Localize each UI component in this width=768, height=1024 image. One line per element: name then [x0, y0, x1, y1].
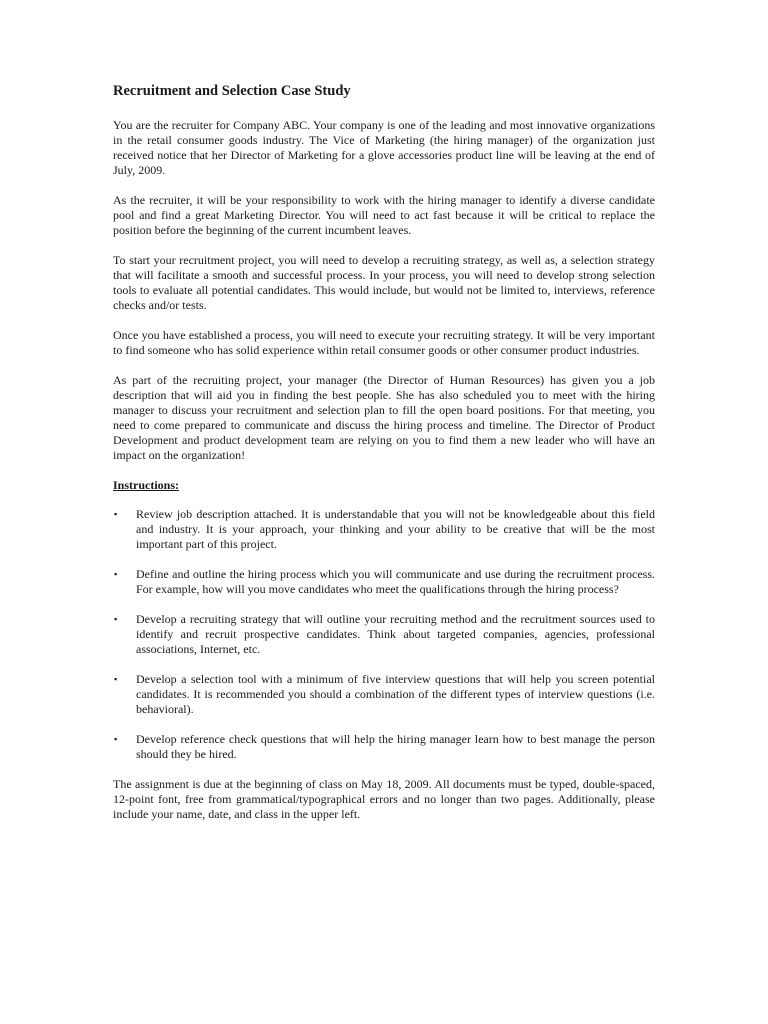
list-item — [113, 612, 655, 657]
instructions-heading: Instructions: — [113, 478, 180, 492]
paragraph-intro: You are the recruiter for Company ABC. Your company is one of the leading and most innovative organizations in the retail consumer goods industry. The Vice of Marketing (the hiring manager) of the organization just received notice that her Director of Marketing for a glove accessories product line will be leaving at the end of July, 2009. — [113, 118, 655, 177]
list-item-text: Review job description attached. It is understandable that you will not be knowledgeable about this field and industry. It is your approach, your thinking and your ability to be creative that will be the most important part of this project. — [136, 507, 655, 551]
paragraph-strategy: To start your recruitment project, you will need to develop a recruiting strategy, as well as, a selection strategy that will facilitate a smooth and successful process. In your process, you will need to develop strong selection tools to evaluate all potential candidates. This would include, but would not be limited to, interviews, reference checks and/or tests. — [113, 253, 655, 312]
list-item — [113, 672, 655, 717]
paragraph-responsibility: As the recruiter, it will be your responsibility to work with the hiring manager to identify a diverse candidate pool and find a great Marketing Director. You will need to act fast because it will be critical to replace the position before the beginning of the current incumbent leaves. — [113, 193, 655, 237]
list-item-text: Develop a recruiting strategy that will outline your recruiting method and the recruitment sources used to identify and recruit prospective candidates. Think about targeted companies, agencies, professional associations, Internet, etc. — [136, 612, 655, 656]
list-item — [113, 567, 655, 597]
document-title: Recruitment and Selection Case Study — [113, 83, 351, 99]
list-item — [113, 732, 655, 762]
instructions-list — [113, 507, 655, 762]
list-item-text: Develop a selection tool with a minimum of five interview questions that will help you screen potential candidates. It is recommended you should a combination of the different types of interview questions (i.e. behavioral). — [136, 672, 655, 716]
list-item — [113, 507, 655, 552]
list-item-text: Develop reference check questions that will help the hiring manager learn how to best manage the person should they be hired. — [136, 732, 655, 761]
square-bullet-icon: ▪ — [114, 569, 118, 579]
list-item-text: Define and outline the hiring process which you will communicate and use during the recruitment process. For example, how will you move candidates who meet the qualifications through the hiring process? — [136, 567, 655, 596]
paragraph-closing: The assignment is due at the beginning of class on May 18, 2009. All documents must be typed, double-spaced, 12-point font, free from grammatical/typographical errors and no longer than two pages. Additionally, please include your name, date, and class in the upper left. — [113, 777, 655, 821]
square-bullet-icon: ▪ — [114, 674, 118, 684]
square-bullet-icon: ▪ — [114, 734, 118, 744]
paragraph-project: As part of the recruiting project, your manager (the Director of Human Resources) has given you a job description that will aid you in finding the best people. She has also scheduled you to meet with the hiring manager to discuss your recruitment and selection plan to fill the open board positions. For that meeting, you need to come prepared to communicate and discuss the hiring process and timeline. The Director of Product Development and product development team are relying on you to find them a new leader who will have an impact on the organization! — [113, 373, 655, 462]
square-bullet-icon: ▪ — [114, 509, 118, 519]
document-page — [113, 82, 655, 837]
paragraph-execution: Once you have established a process, you will need to execute your recruiting strategy. It will be very important to find someone who has solid experience within retail consumer goods or other consumer product industries. — [113, 328, 655, 357]
square-bullet-icon: ▪ — [114, 614, 118, 624]
